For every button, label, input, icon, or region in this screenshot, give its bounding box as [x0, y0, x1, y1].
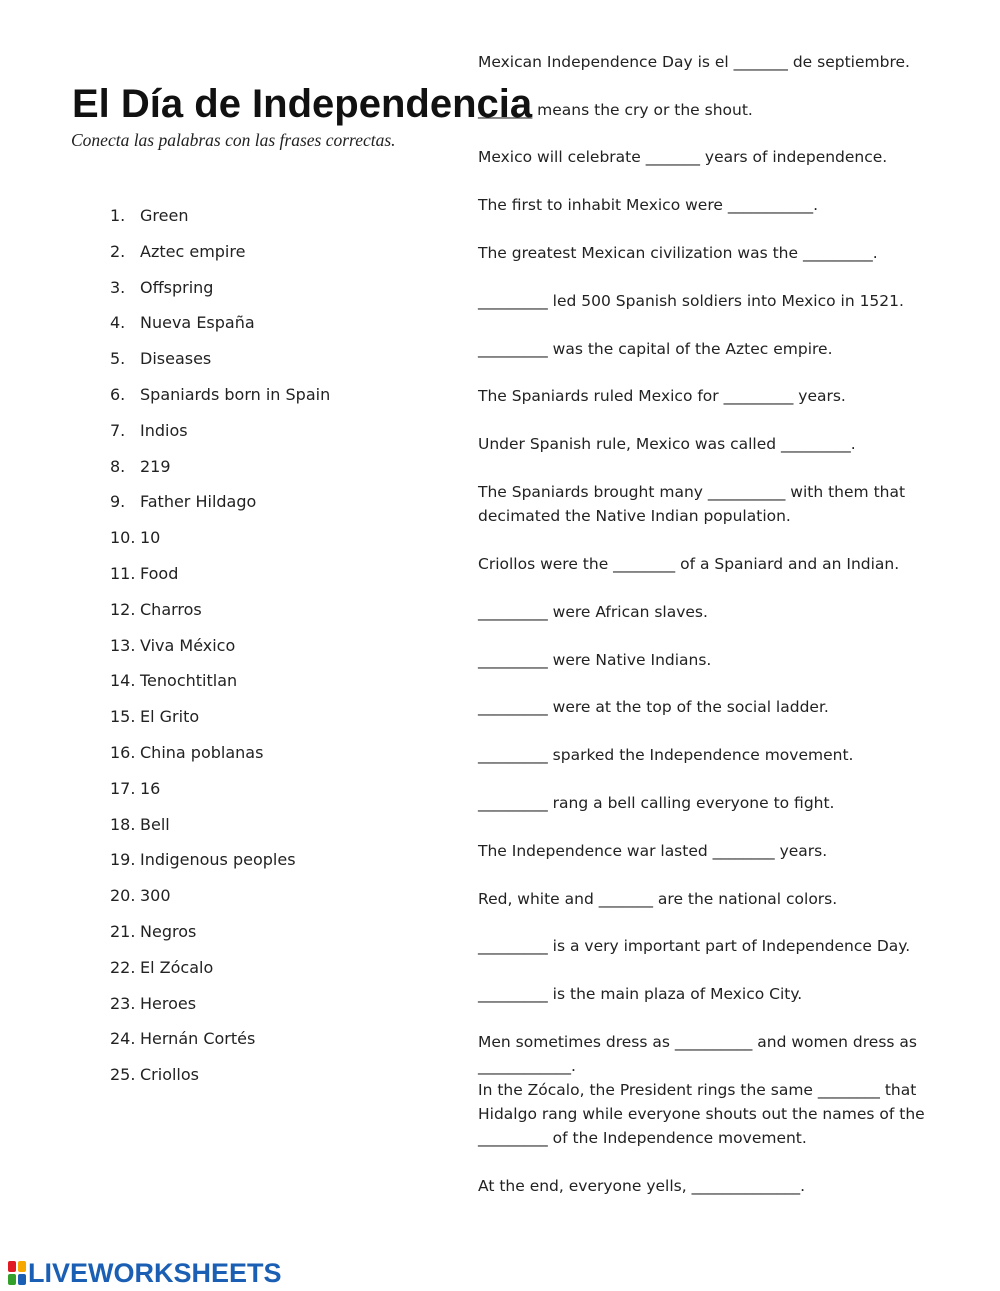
word-item — [110, 668, 330, 704]
word-item — [110, 633, 330, 669]
sentence-item: The Spaniards brought many __________ with them that decimated the Native Indian population. — [478, 483, 906, 525]
word-text: Tenochtitlan — [140, 671, 238, 691]
word-item — [110, 847, 330, 883]
page-title: El Día de Independencia — [72, 82, 533, 126]
word-number: 11. — [110, 563, 136, 583]
word-item — [110, 955, 330, 991]
word-item — [110, 418, 330, 454]
word-text: China poblanas — [140, 742, 264, 762]
word-item — [110, 919, 330, 955]
word-item — [110, 382, 330, 418]
word-number: 18. — [110, 814, 136, 834]
word-text: El Zócalo — [140, 957, 214, 977]
word-number: 25. — [110, 1065, 136, 1085]
word-text: Hernán Cortés — [140, 1029, 256, 1049]
sentence-item: _________ were at the top of the social ladder. — [478, 698, 829, 716]
sentence-item: _________ rang a bell calling everyone to fight. — [478, 794, 835, 812]
word-text: Indigenous peoples — [140, 850, 296, 870]
word-number: 20. — [110, 886, 136, 906]
word-item — [110, 310, 330, 346]
sentence-item: The greatest Mexican civilization was the _________. — [478, 244, 878, 262]
word-number: 8. — [110, 456, 126, 476]
word-text: 10 — [140, 528, 161, 548]
logo-text: LIVEWORKSHEETS — [28, 1258, 282, 1288]
sentence-item: In the Zócalo, the President rings the same ________ that Hidalgo rang while everyone shouts out the names of the _________ of the Independence movement. — [478, 1081, 925, 1147]
word-number: 7. — [110, 420, 126, 440]
word-text: Heroes — [140, 993, 197, 1013]
word-text: Criollos — [140, 1065, 199, 1085]
sentence-item: Mexico will celebrate _______ years of independence. — [478, 148, 888, 166]
instructions-subtitle: Conecta las palabras con las frases correctas. — [71, 130, 396, 150]
word-text: 219 — [140, 456, 171, 476]
liveworksheets-logo[interactable] — [8, 1258, 282, 1288]
sentence-item: At the end, everyone yells, ______________. — [478, 1177, 805, 1195]
sentence-item: _________ led 500 Spanish soldiers into Mexico in 1521. — [478, 292, 904, 310]
sentence-item: _________ is the main plaza of Mexico City. — [478, 985, 803, 1003]
word-item — [110, 1062, 330, 1098]
word-number: 15. — [110, 707, 136, 727]
word-number: 3. — [110, 277, 126, 297]
word-item — [110, 561, 330, 597]
word-text: Aztec empire — [140, 241, 246, 261]
word-number: 14. — [110, 671, 136, 691]
logo-square — [18, 1274, 26, 1285]
word-text: Nueva España — [140, 313, 255, 333]
word-text: Spaniards born in Spain — [140, 384, 331, 404]
sentence-item: _________ was the capital of the Aztec empire. — [478, 340, 833, 358]
word-item — [110, 812, 330, 848]
word-item — [110, 203, 330, 239]
word-item — [110, 597, 330, 633]
word-text: 16 — [140, 778, 161, 798]
word-item — [110, 346, 330, 382]
word-text: 300 — [140, 886, 171, 906]
sentence-item: The Independence war lasted ________ years. — [478, 842, 828, 860]
word-text: Indios — [140, 420, 188, 440]
logo-mark-icon — [8, 1261, 26, 1285]
word-item — [110, 883, 330, 919]
word-item — [110, 239, 330, 275]
word-text: Viva México — [140, 635, 236, 655]
word-number: 1. — [110, 206, 126, 225]
sentence-item: Under Spanish rule, Mexico was called _________. — [478, 435, 856, 453]
word-number: 19. — [110, 850, 136, 870]
word-text: Offspring — [140, 277, 214, 297]
logo-square — [8, 1261, 16, 1272]
sentence-item: Men sometimes dress as __________ and women dress as ____________. — [478, 1033, 917, 1075]
word-number: 23. — [110, 993, 136, 1013]
sentence-item: The first to inhabit Mexico were ___________. — [478, 196, 818, 214]
word-item — [110, 991, 330, 1027]
sentence-item: _________ sparked the Independence movement. — [478, 746, 854, 764]
sentence-item: The Spaniards ruled Mexico for _________ years. — [478, 387, 846, 405]
word-number: 5. — [110, 349, 126, 369]
word-item — [110, 776, 330, 812]
word-item — [110, 704, 330, 740]
word-number: 17. — [110, 778, 136, 798]
word-number: 9. — [110, 492, 126, 512]
word-number: 10. — [110, 528, 136, 548]
word-text: El Grito — [140, 707, 200, 727]
word-item — [110, 275, 330, 311]
word-item — [110, 489, 330, 525]
sentence-item: _______ means the cry or the shout. — [478, 101, 753, 119]
sentence-item: _________ were African slaves. — [478, 603, 708, 621]
word-number: 13. — [110, 635, 136, 655]
sentence-item: Red, white and _______ are the national colors. — [478, 890, 838, 908]
word-number: 6. — [110, 384, 126, 404]
word-text: Charros — [140, 599, 202, 619]
word-item — [110, 454, 330, 490]
logo-square — [18, 1261, 26, 1272]
sentence-item: Criollos were the ________ of a Spaniard and an Indian. — [478, 555, 900, 573]
word-text: Green — [140, 206, 189, 225]
word-number: 12. — [110, 599, 136, 619]
word-list — [110, 203, 330, 1098]
word-text: Diseases — [140, 349, 212, 369]
word-item — [110, 740, 330, 776]
sentence-item: _________ is a very important part of Independence Day. — [478, 937, 911, 955]
word-number: 16. — [110, 742, 136, 762]
word-number: 4. — [110, 313, 126, 333]
word-item — [110, 1026, 330, 1062]
word-number: 24. — [110, 1029, 136, 1049]
logo-square — [8, 1274, 16, 1285]
sentence-item: _________ were Native Indians. — [478, 651, 712, 669]
word-text: Bell — [140, 814, 170, 834]
word-text: Negros — [140, 921, 197, 941]
word-number: 22. — [110, 957, 136, 977]
sentence-item: Mexican Independence Day is el _______ de septiembre. — [478, 53, 910, 71]
word-item — [110, 525, 330, 561]
word-number: 2. — [110, 241, 126, 261]
word-text: Food — [140, 563, 179, 583]
word-number: 21. — [110, 921, 136, 941]
word-text: Father Hildago — [140, 492, 257, 512]
